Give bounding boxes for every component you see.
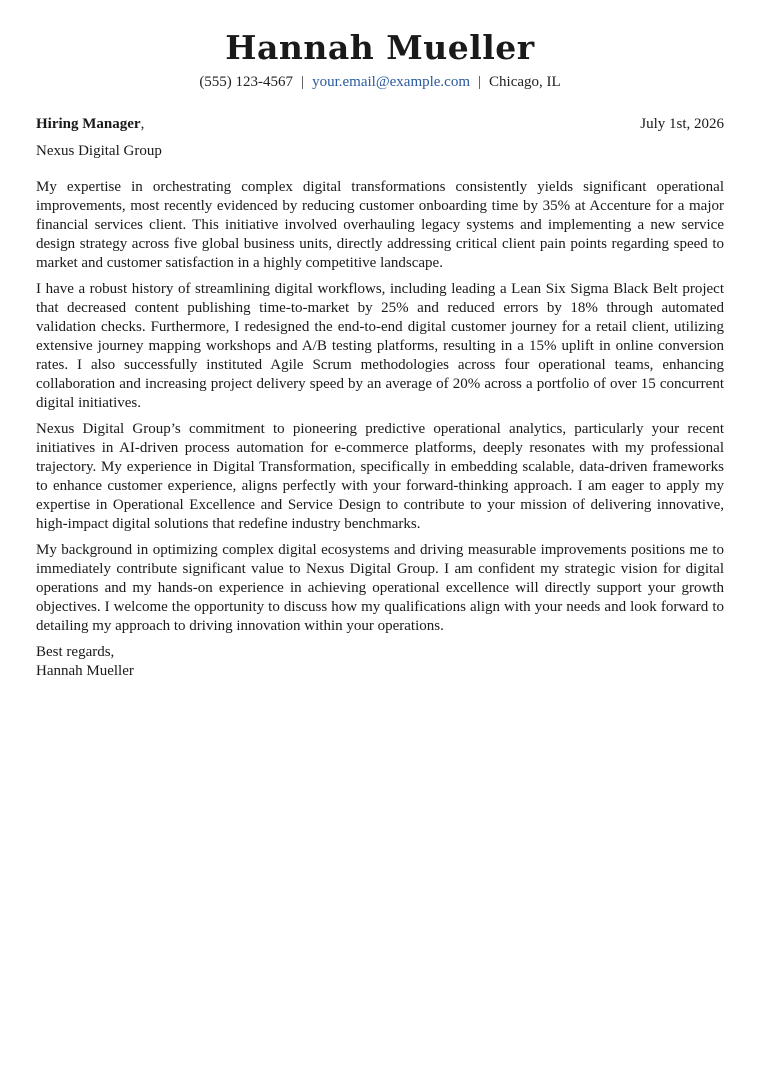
- signature-name: Hannah Mueller: [36, 663, 134, 679]
- location: Chicago, IL: [489, 74, 561, 90]
- paragraph: My background in optimizing complex digital ecosystems and driving measurable improvements positions me to immediately contribute significant value to Nexus Digital Group. I am confident my strategic vision for digital operations and my hands-on experience in achieving operational excellence will directly support your growth objectives. I welcome the opportunity to discuss how my qualifications align with your needs and look forward to detailing my approach to driving innovation within your operations.: [36, 542, 724, 634]
- paragraph: I have a robust history of streamlining digital workflows, including leading a Lean Six Sigma Black Belt project that decreased content publishing time-to-market by 25% and reduced errors by 18% through automated validation checks. Furthermore, I redesigned the end-to-end digital customer journey for a retail client, utilizing extensive journey mapping workshops and A/B testing platforms, resulting in a 15% uplift in online conversion rates. I also successfully instituted Agile Scrum methodologies across four operational teams, enhancing collaboration and increasing project delivery speed by an average of 20% across a portfolio of over 15 concurrent digital initiatives.: [36, 281, 724, 411]
- phone-number: (555) 123-4567: [199, 74, 294, 90]
- applicant-name: Hannah Mueller: [225, 28, 535, 67]
- paragraph: Nexus Digital Group’s commitment to pioneering predictive operational analytics, particularly your recent initiatives in AI-driven process automation for e-commerce platforms, deeply resonates with my professional trajectory. My experience in Digital Transformation, specifically in embedding scalable, data-driven frameworks to enhance customer experience, aligns perfectly with your forward-thinking approach. I am eager to apply my expertise in Operational Excellence and Service Design to contribute to your mission of delivering innovative, high-impact digital solutions that redefine industry benchmarks.: [36, 421, 724, 532]
- recipient-comma: ,: [140, 116, 145, 132]
- contact-separator: |: [301, 74, 305, 90]
- recipient-block: [36, 114, 144, 134]
- closing-phrase: Best regards,: [36, 644, 115, 660]
- closing-block: [36, 643, 724, 681]
- contact-separator: |: [478, 74, 482, 90]
- email-link[interactable]: your.email@example.com: [312, 74, 471, 90]
- salutation-row: [36, 114, 724, 134]
- paragraph: My expertise in orchestrating complex digital transformations consistently yields significant operational improvements, most recently evidenced by reducing customer onboarding time by 35% at Accenture for a major financial services client. This initiative involved overhauling legacy systems and implementing a new service design strategy across five global business units, directly addressing critical client pain points regarding speed to market and customer satisfaction in a highly competitive landscape.: [36, 179, 724, 271]
- company-name: Nexus Digital Group: [36, 143, 162, 159]
- contact-line: [36, 72, 724, 92]
- recipient: Hiring Manager: [36, 116, 141, 132]
- letter-date: July 1st, 2026: [640, 116, 724, 132]
- letter-body: [36, 178, 724, 636]
